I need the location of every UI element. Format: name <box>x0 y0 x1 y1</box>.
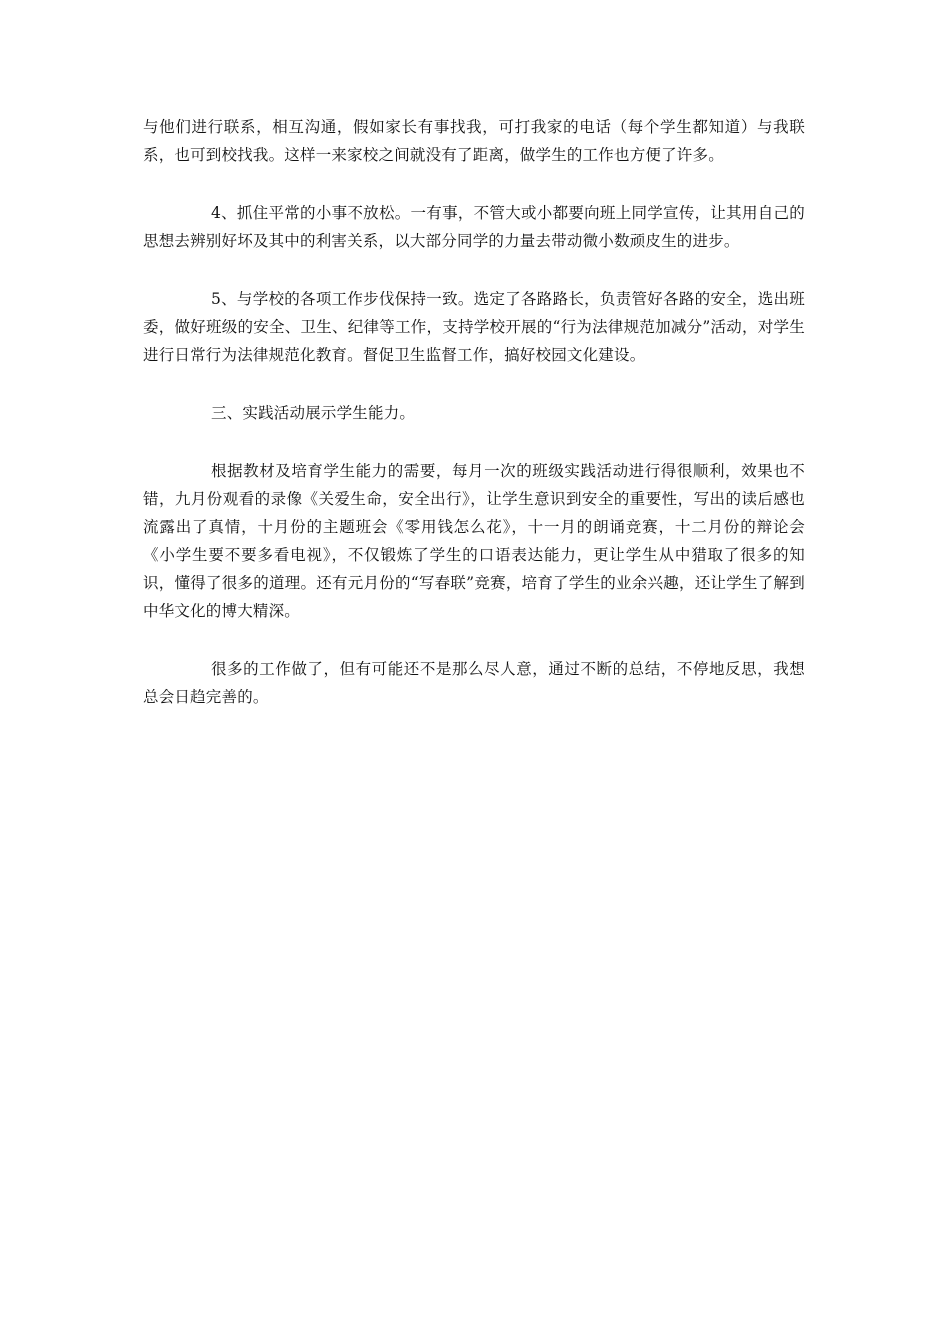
document-body <box>143 113 805 741</box>
paragraph-activities: 根据教材及培育学生能力的需要，每月一次的班级实践活动进行得很顺利，效果也不错，九月份观看的录像《关爱生命，安全出行》，让学生意识到安全的重要性，写出的读后感也流露出了真情，十月份的主题班会《零用钱怎么花》，十一月的朗诵竞赛，十二月份的辩论会《小学生要不要多看电视》，不仅锻炼了学生的口语表达能力，更让学生从中猎取了很多的知识，懂得了很多的道理。还有元月份的“写春联”竞赛，培育了学生的业余兴趣，还让学生了解到中华文化的博大精深。 <box>143 462 805 620</box>
paragraph-contact: 与他们进行联系，相互沟通，假如家长有事找我，可打我家的电话（每个学生都知道）与我联系，也可到校找我。这样一来家校之间就没有了距离，做学生的工作也方便了许多。 <box>143 118 805 164</box>
paragraph-conclusion: 很多的工作做了，但有可能还不是那么尽人意，通过不断的总结，不停地反思，我想总会日趋完善的。 <box>143 660 805 706</box>
section-heading-3: 三、实践活动展示学生能力。 <box>211 404 416 422</box>
paragraph-item-4: 4、抓住平常的小事不放松。一有事，不管大或小都要向班上同学宣传，让其用自己的思想去辨别好坏及其中的利害关系，以大部分同学的力量去带动微小数顽皮生的进步。 <box>143 204 805 250</box>
paragraph-item-5: 5、与学校的各项工作步伐保持一致。选定了各路路长，负责管好各路的安全，选出班委，做好班级的安全、卫生、纪律等工作，支持学校开展的“行为法律规范加减分”活动，对学生进行日常行为法律规范化教育。督促卫生监督工作，搞好校园文化建设。 <box>143 290 805 364</box>
